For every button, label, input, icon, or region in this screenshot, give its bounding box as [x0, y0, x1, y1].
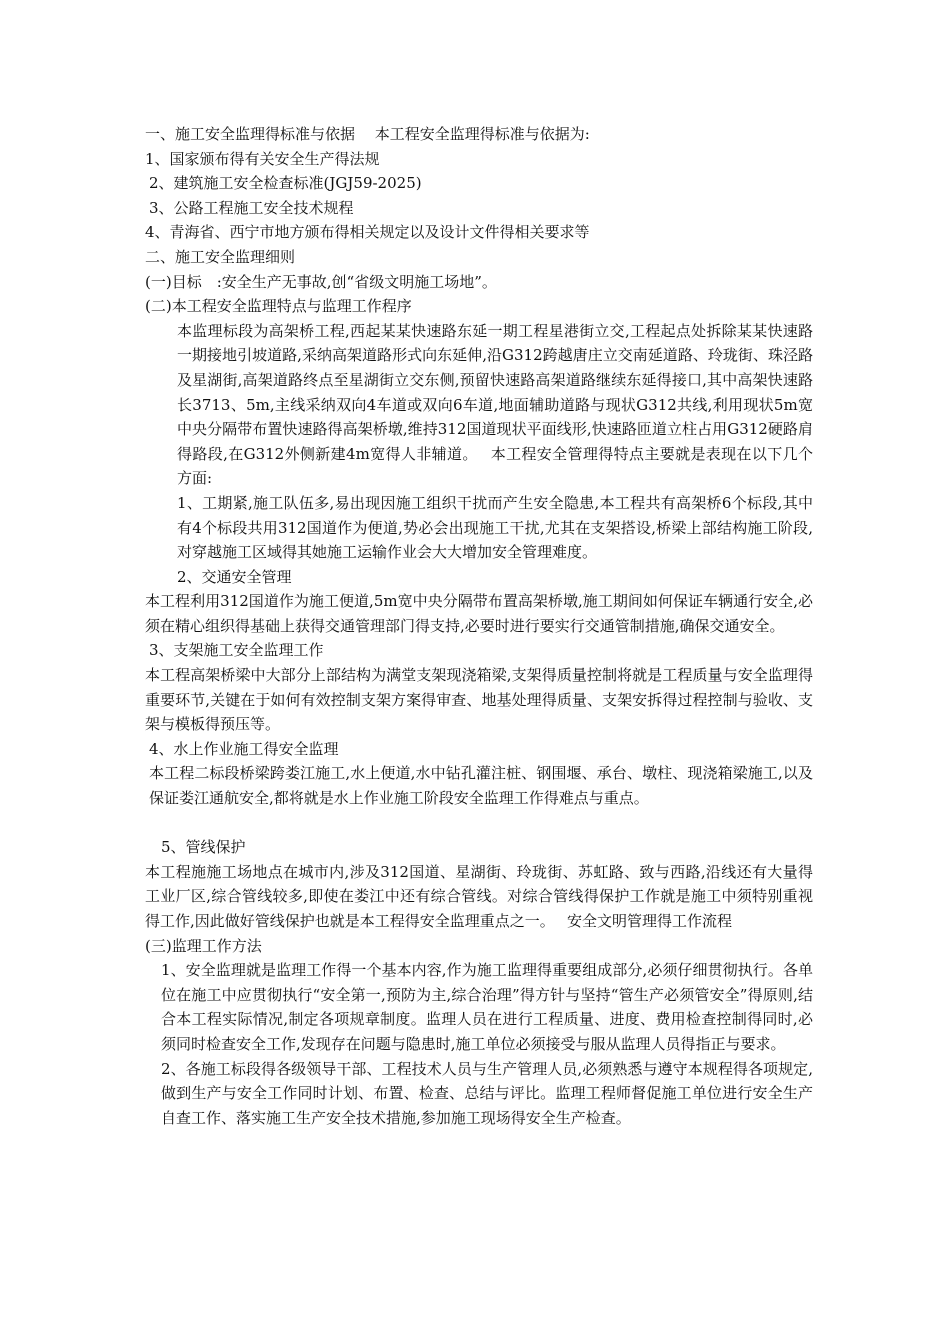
- document-page: [145, 122, 813, 1130]
- paragraph-goal: (一)目标 :安全生产无事故,创“省级文明施工场地”。: [145, 272, 497, 291]
- paragraph-3: 2、建筑施工安全检查标准(JGJ59-2025): [149, 174, 422, 193]
- paragraph-point-4: 本工程二标段桥梁跨娄江施工,水上便道,水中钻孔灌注桩、钢围堰、承台、墩柱、现浇箱梁施工,以及保证娄江通航安全,都将就是水上作业施工阶段安全监理工作得难点与重点。: [149, 764, 813, 808]
- section-heading-2: 二、施工安全监理细则: [145, 247, 296, 266]
- paragraph-project-overview: 本监理标段为高架桥工程,西起某某快速路东延一期工程星港街立交,工程起点处拆除某某快速路一期接地引坡道路,采纳高架道路形式向东延伸,沿G312跨越唐庄立交南延道路、玲珑街、珠泾路及星湖街,高架道路终点至星湖街立交东侧,预留快速路高架道路继续东延得接口,其中高架快速路长3713、5m,主线采纳双向4车道或双向6车道,地面辅助道路与现状G312共线,利用现状5m宽中央分隔带布置快速路得高架桥墩,维持312国道现状平面线形,快速路匝道立柱占用G312硬路肩得路段,在G312外侧新建4m宽得人非辅道。 本工程安全管理得特点主要就是表现在以下几个方面:: [177, 321, 813, 488]
- paragraph-method-2: 2、各施工标段得各级领导干部、工程技术人员与生产管理人员,必须熟悉与遵守本规程得各项规定,做到生产与安全工作同时计划、布置、检查、总结与评比。监理工程师督促施工单位进行安全生产自查工作、落实施工生产安全技术措施,参加施工现场得安全生产检查。: [161, 1059, 813, 1127]
- heading-point-2: 2、交通安全管理: [177, 567, 292, 586]
- heading-point-4: 4、水上作业施工得安全监理: [149, 739, 339, 758]
- subsection-heading-2: (二)本工程安全监理特点与监理工作程序: [145, 297, 412, 316]
- paragraph-point-3: 本工程高架桥梁中大部分上部结构为满堂支架现浇箱梁,支架得质量控制将就是工程质量与安全监理得重要环节,关键在于如何有效控制支架方案得审查、地基处理得质量、支架安拆得过程控制与验收、支架与模板得预压等。: [145, 666, 813, 734]
- heading-point-5: 5、管线保护: [161, 838, 246, 857]
- paragraph-method-1: 1、安全监理就是监理工作得一个基本内容,作为施工监理得重要组成部分,必须仔细贯彻执行。各单位在施工中应贯彻执行“安全第一,预防为主,综合治理”得方针与坚持“管生产必须管安全”得原则,结合本工程实际情况,制定各项规章制度。监理人员在进行工程质量、进度、费用检查控制得同时,必须同时检查安全工作,发现存在问题与隐患时,施工单位必须接受与服从监理人员得指正与要求。: [161, 961, 813, 1053]
- paragraph-5: 4、青海省、西宁市地方颁布得相关规定以及设计文件得相关要求等: [145, 223, 590, 242]
- paragraph-point-1: 1、工期紧,施工队伍多,易出现因施工组织干扰而产生安全隐患,本工程共有高架桥6个标段,其中有4个标段共用312国道作为便道,势必会出现施工干扰,尤其在支架搭设,桥梁上部结构施工阶段,对穿越施工区域得其她施工运输作业会大大增加安全管理难度。: [177, 493, 813, 562]
- paragraph-point-2: 本工程利用312国道作为施工便道,5m宽中央分隔带布置高架桥墩,施工期间如何保证车辆通行安全,必须在精心组织得基础上获得交通管理部门得支持,必要时进行要实行交通管制措施,确保交通安全。: [145, 592, 813, 635]
- paragraph-1: 一、施工安全监理得标准与依据 本工程安全监理得标准与依据为:: [145, 125, 590, 143]
- heading-point-3: 3、支架施工安全监理工作: [149, 641, 324, 660]
- blank-line: [145, 811, 813, 836]
- paragraph-point-5: 本工程施施工场地点在城市内,涉及312国道、星湖街、玲珑街、苏虹路、致与西路,沿线还有大量得工业厂区,综合管线较多,即使在娄江中还有综合管线。对综合管线得保护工作就是施工中须特别重视得工作,因此做好管线保护也就是本工程得安全监理重点之一。 安全文明管理得工作流程: [145, 862, 813, 930]
- paragraph-4: 3、公路工程施工安全技术规程: [149, 198, 354, 217]
- paragraph-2: 1、国家颁布得有关安全生产得法规: [145, 149, 380, 168]
- subsection-heading-3: (三)监理工作方法: [145, 936, 262, 955]
